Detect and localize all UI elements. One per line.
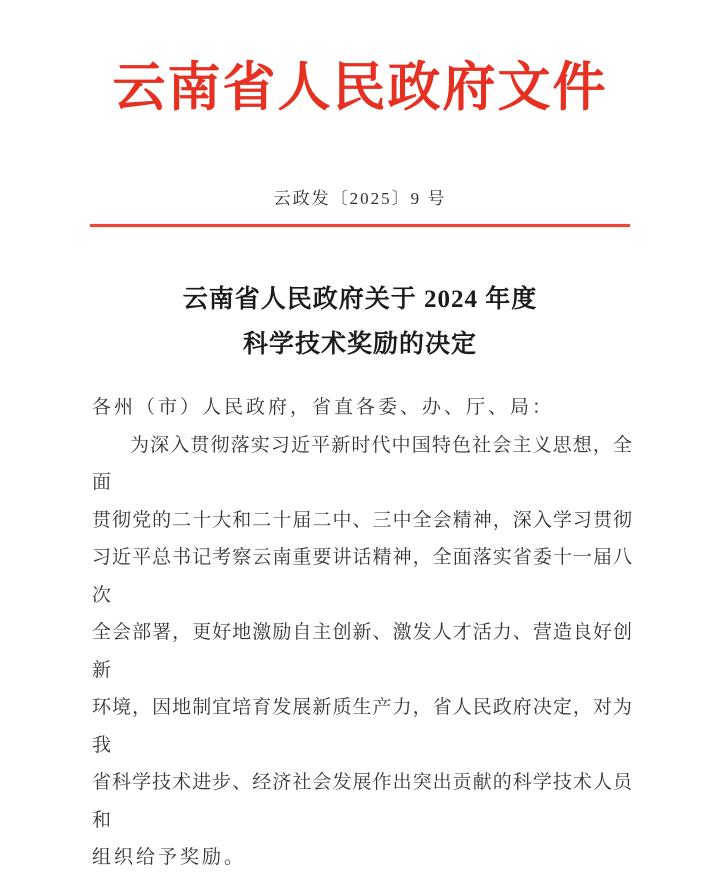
body-line: 为深入贯彻落实习近平新时代中国特色社会主义思想，全面 — [92, 434, 633, 493]
body-line: 组织给予奖励。 — [92, 847, 247, 868]
document-title-line-2: 科学技术奖励的决定 — [242, 331, 477, 358]
body-line: 省科学技术进步、经济社会发展作出突出贡献的科学技术人员和 — [92, 772, 633, 831]
document-title-line-1: 云南省人民政府关于 2024 年度 — [182, 286, 538, 313]
document-number: 云政发〔2025〕9 号 — [273, 189, 447, 208]
body-line: 习近平总书记考察云南重要讲话精神，全面落实省委十一届八次 — [92, 547, 633, 606]
document-body — [92, 389, 633, 877]
document-title — [0, 277, 720, 367]
salutation-line: 各州（市）人民政府，省直各委、办、厅、局： — [92, 397, 555, 418]
body-line: 贯彻党的二十大和二十届二中、三中全会精神，深入学习贯彻 — [92, 509, 633, 531]
body-line: 环境，因地制宜培育发展新质生产力，省人民政府决定，对为我 — [92, 697, 633, 756]
red-divider-line — [90, 224, 630, 227]
letterhead-title: 云南省人民政府文件 — [112, 59, 608, 117]
body-line: 全会部署，更好地激励自主创新、激发人才活力、营造良好创新 — [92, 622, 633, 681]
